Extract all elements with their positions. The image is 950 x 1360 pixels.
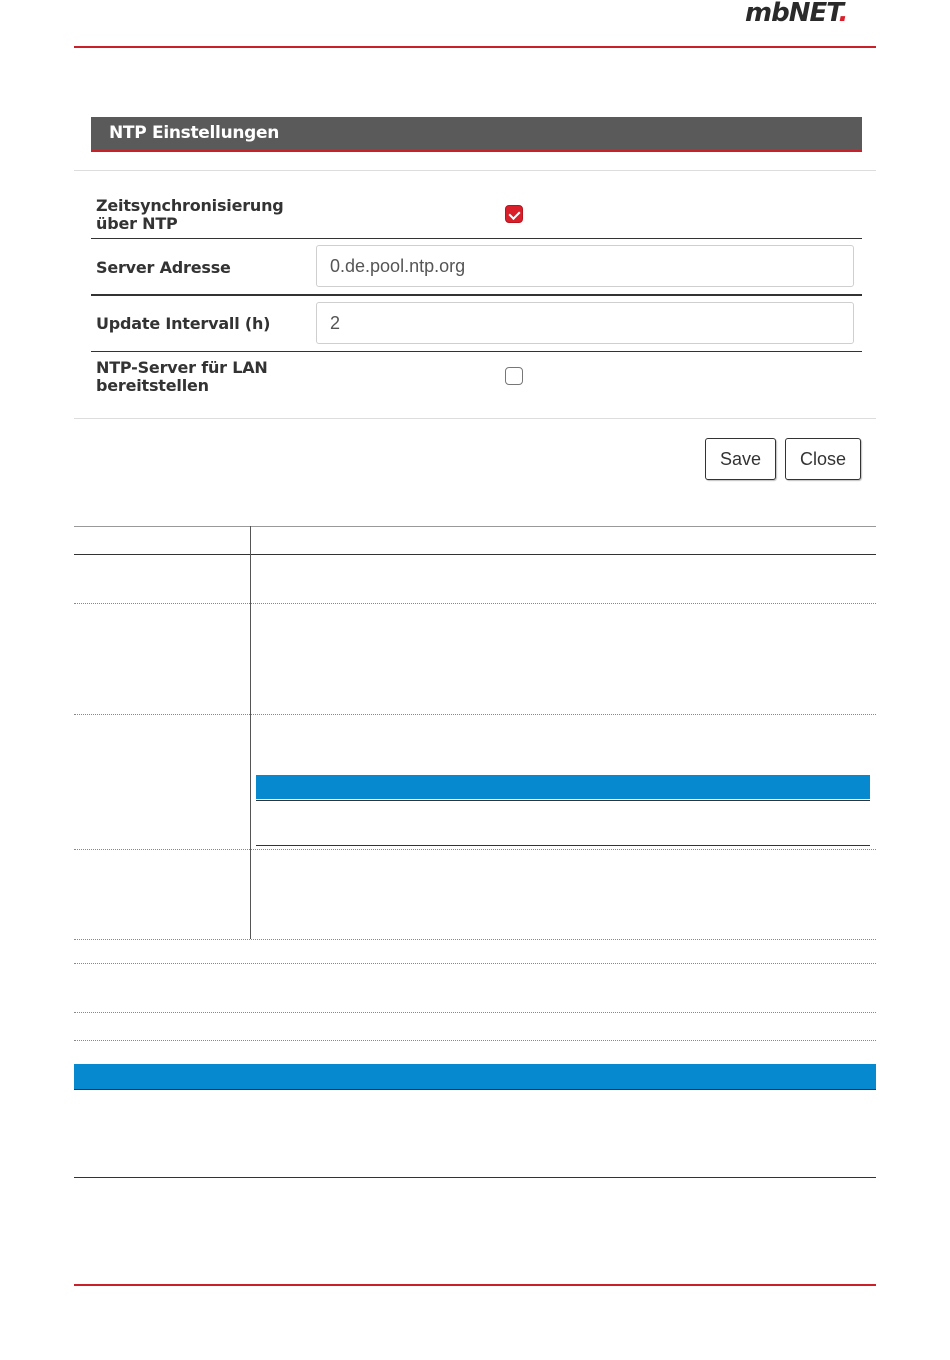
row-divider [91, 351, 862, 352]
update-interval-label: Update Intervall (h) [96, 314, 271, 333]
header-divider [74, 46, 876, 48]
table-row-divider [74, 714, 876, 715]
server-address-input[interactable]: 0.de.pool.ntp.org [316, 245, 854, 287]
update-interval-input[interactable]: 2 [316, 302, 854, 344]
footer-divider [74, 1284, 876, 1286]
table-row-divider [74, 939, 876, 940]
ntp-sync-checkbox[interactable] [505, 205, 523, 223]
table-header-border [74, 554, 876, 555]
note-box-header [74, 1064, 876, 1089]
table-row-divider [74, 849, 876, 850]
table-column-divider [250, 526, 251, 939]
ntp-server-lan-checkbox[interactable] [505, 367, 523, 385]
form-top-divider [74, 170, 876, 171]
panel-title: NTP Einstellungen [109, 123, 280, 143]
table-row-divider [74, 1012, 876, 1013]
table-row-divider [74, 963, 876, 964]
note-box-bottom [74, 1177, 876, 1178]
row-divider [91, 238, 862, 239]
info-box-header [256, 775, 870, 799]
table-top-border [74, 526, 876, 527]
note-box-divider [74, 1089, 876, 1090]
row-divider [91, 294, 862, 296]
info-box-bottom [256, 845, 870, 846]
ntp-sync-label: Zeitsynchronisierung über NTP [96, 196, 284, 233]
ntp-server-lan-label: NTP-Server für LAN bereitstellen [96, 358, 268, 395]
server-address-label: Server Adresse [96, 258, 231, 277]
form-bottom-divider [74, 418, 876, 419]
mbnet-logo: mbNET. [745, 0, 848, 28]
save-button[interactable]: Save [705, 438, 776, 480]
table-row-divider [74, 1040, 876, 1041]
close-button[interactable]: Close [785, 438, 861, 480]
table-row-divider [74, 603, 876, 604]
info-box-divider [256, 800, 870, 801]
panel-title-bar [91, 117, 862, 152]
